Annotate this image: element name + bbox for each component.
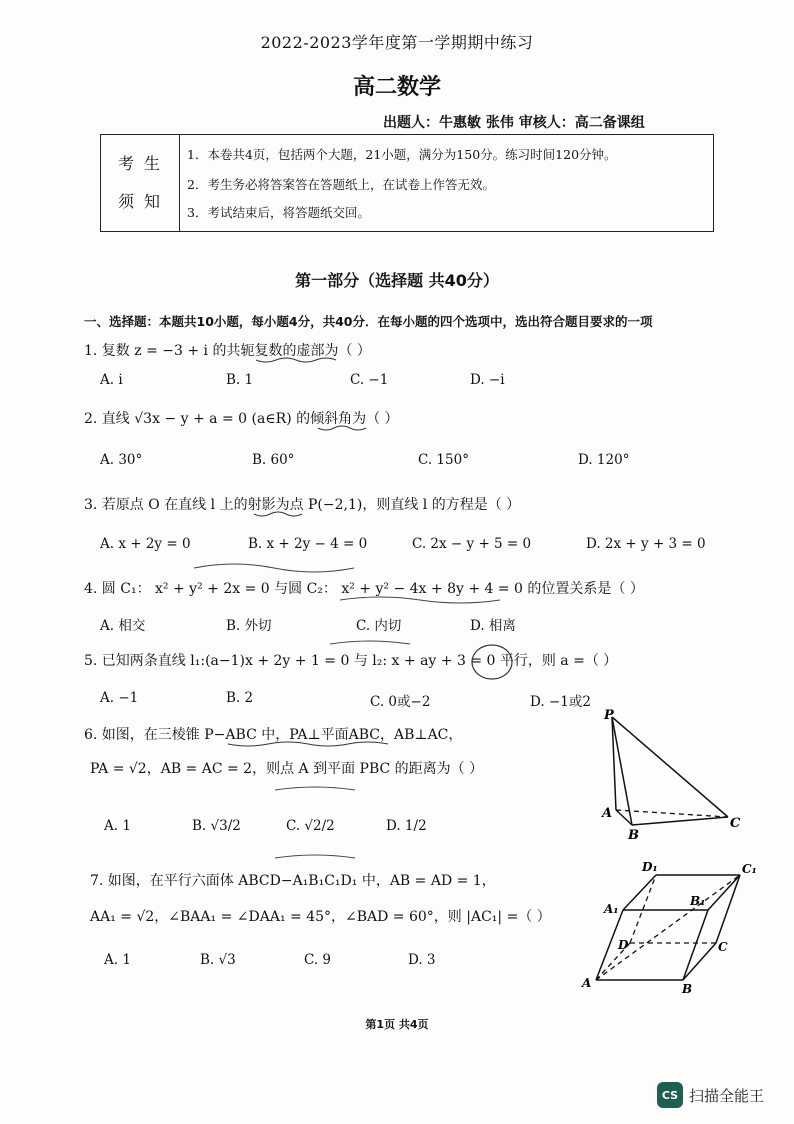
q7-option-b: B. √3 bbox=[200, 952, 236, 968]
label-b: B bbox=[628, 828, 639, 840]
notice-box bbox=[100, 134, 714, 232]
q4-option-a: A. 相交 bbox=[100, 618, 146, 634]
scribble-q5 bbox=[330, 641, 410, 644]
label-a: A bbox=[602, 806, 613, 821]
notice-label bbox=[101, 135, 180, 231]
q6-option-a: A. 1 bbox=[104, 818, 131, 834]
exam-title: 2022-2023学年度第一学期期中练习 bbox=[260, 33, 534, 52]
q2-option-d: D. 120° bbox=[578, 452, 630, 468]
label-b: B bbox=[682, 982, 693, 995]
notice-label-line2: 须知 bbox=[117, 192, 170, 211]
q6-option-b: B. √3/2 bbox=[192, 818, 241, 834]
scribble-q6a bbox=[275, 787, 355, 790]
scribble-q3 bbox=[194, 564, 354, 572]
edge-pc bbox=[612, 717, 728, 817]
part1-title: 第一部分（选择题 共40分） bbox=[295, 271, 499, 290]
question-1-stem: 1. 复数 z = −3 + i 的共轭复数的虚部为（ ） bbox=[84, 343, 371, 359]
q6-option-d: D. 1/2 bbox=[386, 818, 427, 834]
q4-option-c: C. 内切 bbox=[356, 618, 402, 634]
edge-bb1 bbox=[683, 910, 708, 980]
label-c: C bbox=[730, 816, 741, 831]
question-2-stem: 2. 直线 √3x − y + a = 0 (a∈R) 的倾斜角为（ ） bbox=[84, 411, 399, 427]
q3-option-c: C. 2x − y + 5 = 0 bbox=[412, 536, 532, 552]
edge-dd1 bbox=[630, 875, 656, 943]
edge-a1d1 bbox=[623, 875, 656, 910]
section1-instructions: 一、选择题：本题共10小题，每小题4分，共40分．在每小题的四个选项中，选出符合题目要求的一项 bbox=[84, 314, 653, 329]
parallelepiped-figure bbox=[578, 855, 768, 995]
q1-option-a: A. i bbox=[100, 372, 123, 388]
cs-logo-icon: CS bbox=[657, 1082, 683, 1108]
scanner-watermark bbox=[657, 1082, 764, 1108]
question-3-stem: 3. 若原点 O 在直线 l 上的射影为点 P(−2,1)，则直线 l 的方程是（ ） bbox=[84, 497, 521, 513]
question-6-stem: 6. 如图，在三棱锥 P−ABC 中，PA⊥平面ABC，AB⊥AC， bbox=[84, 727, 463, 743]
authors-line: 出题人：牛惠敏 张伟 审核人：高二备课组 bbox=[383, 115, 645, 131]
q4-option-d: D. 相离 bbox=[470, 618, 516, 634]
edge-b1c1 bbox=[708, 875, 740, 910]
edge-bc bbox=[632, 817, 728, 825]
label-p: P bbox=[604, 708, 614, 723]
q6-option-c: C. √2/2 bbox=[286, 818, 335, 834]
notice-item-3: 3．考试结束后，将答题纸交回。 bbox=[187, 205, 370, 220]
question-4-stem: 4. 圆 C₁： x² + y² + 2x = 0 与圆 C₂： x² + y² − 4x + 8y + 4 = 0 的位置关系是（ ） bbox=[84, 581, 644, 597]
label-a: A bbox=[582, 976, 592, 990]
label-d: D bbox=[618, 938, 629, 952]
q3-option-d: D. 2x + y + 3 = 0 bbox=[586, 536, 706, 552]
edge-cc1 bbox=[716, 875, 740, 943]
brand-name: 扫描全能王 bbox=[689, 1086, 765, 1105]
q7-option-c: C. 9 bbox=[304, 952, 332, 968]
subject-title: 高二数学 bbox=[352, 75, 441, 100]
q2-option-a: A. 30° bbox=[100, 452, 143, 468]
q5-option-a: A. −1 bbox=[100, 690, 139, 706]
scribble-q6b bbox=[275, 855, 355, 858]
tetrahedron-figure bbox=[590, 705, 760, 840]
q5-option-c: C. 0或−2 bbox=[370, 694, 431, 710]
question-7-stem: 7. 如图，在平行六面体 ABCD−A₁B₁C₁D₁ 中，AB = AD = 1， bbox=[90, 873, 496, 889]
q1-option-d: D. −i bbox=[470, 372, 505, 388]
edge-bc-7 bbox=[683, 943, 716, 980]
label-b1: B₁ bbox=[690, 894, 706, 908]
q7-option-d: D. 3 bbox=[408, 952, 436, 968]
label-a1: A₁ bbox=[604, 902, 619, 916]
notice-item-1: 1．本卷共4页，包括两个大题，21小题，满分为150分。练习时间120分钟。 bbox=[187, 147, 617, 162]
label-c1: C₁ bbox=[742, 862, 757, 876]
q2-option-b: B. 60° bbox=[252, 452, 295, 468]
question-5-stem: 5. 已知两条直线 l₁:(a−1)x + 2y + 1 = 0 与 l₂: x + ay + 3 = 0 平行，则 a =（ ） bbox=[84, 653, 618, 669]
label-c: C bbox=[718, 940, 728, 954]
notice-label-line1: 考生 bbox=[117, 154, 170, 173]
q1-option-b: B. 1 bbox=[226, 372, 254, 388]
q3-option-b: B. x + 2y − 4 = 0 bbox=[248, 536, 368, 552]
q5-option-d: D. −1或2 bbox=[530, 694, 591, 710]
q7-option-a: A. 1 bbox=[104, 952, 131, 968]
edge-ac bbox=[616, 810, 728, 817]
notice-item-2: 2．考生务必将答案答在答题纸上，在试卷上作答无效。 bbox=[187, 177, 495, 192]
label-d1: D₁ bbox=[642, 860, 658, 874]
q3-option-a: A. x + 2y = 0 bbox=[100, 536, 191, 552]
q1-option-c: C. −1 bbox=[350, 372, 389, 388]
q4-option-b: B. 外切 bbox=[226, 618, 272, 634]
q2-option-c: C. 150° bbox=[418, 452, 469, 468]
diagonal-ac1 bbox=[596, 875, 740, 980]
page-footer: 第1页 共4页 bbox=[365, 1018, 429, 1031]
question-7-stem-line2: AA₁ = √2，∠BAA₁ = ∠DAA₁ = 45°，∠BAD = 60°，则 |AC₁| =（ ） bbox=[90, 909, 551, 925]
q5-option-b: B. 2 bbox=[226, 690, 254, 706]
question-6-stem-line2: PA = √2，AB = AC = 2，则点 A 到平面 PBC 的距离为（ ） bbox=[90, 761, 484, 777]
